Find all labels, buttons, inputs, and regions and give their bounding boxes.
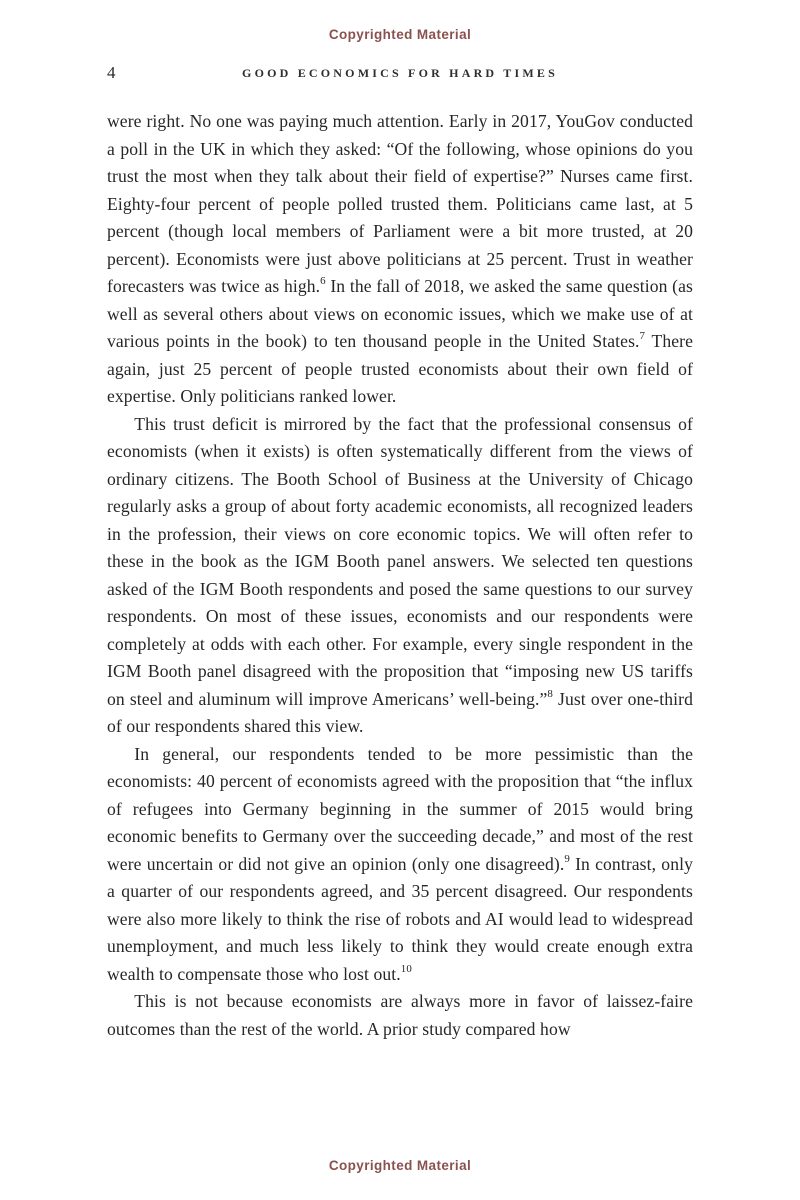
running-header: GOOD ECONOMICS FOR HARD TIMES	[242, 66, 558, 80]
page-body	[107, 108, 693, 1043]
page-header	[107, 63, 693, 85]
paragraph: were right. No one was paying much attention. Early in 2017, YouGov conducted a poll in the UK in which they asked: “Of the following, whose opinions do you trust the most when they talk about their field of expertise?” Nurses came first. Eighty-four percent of people polled trusted them. Politicians came last, at 5 percent (though local members of Parliament were a bit more trusted, at 20 percent). Economists were just above politicians at 25 percent. Trust in weather forecasters was twice as high.$^6$ In the fall of 2018, we asked the same question (as well as several others about views on economic issues, which we make use of at various points in the book) to ten thousand people in the United States.$^7$ There again, just 25 percent of people trusted economists about their own field of expertise. Only politicians ranked lower.	[107, 111, 693, 406]
paragraph: This trust deficit is mirrored by the fact that the professional consensus of economists (when it exists) is often systematically different from the views of ordinary citizens. The Booth School of Business at the University of Chicago regularly asks a group of about forty academic economists, all recognized leaders in the profession, their views on core economic topics. We will often refer to these in the book as the IGM Booth panel answers. We selected ten questions asked of the IGM Booth respondents and posed the same questions to our survey respondents. On most of these issues, economists and our respondents were completely at odds with each other. For example, every single respondent in the IGM Booth panel disagreed with the proposition that “imposing new US tariffs on steel and aluminum will improve Americans’ well-being.”$^8$ Just over one-third of our respondents shared this view.	[107, 413, 693, 736]
copyright-notice-top: Copyrighted Material	[328, 27, 472, 42]
page-number: 4	[107, 63, 116, 82]
footnote-ref: 10	[400, 962, 412, 975]
footnote-ref: 8	[547, 687, 553, 700]
footnote-ref: 7	[639, 330, 646, 343]
copyright-notice-bottom: Copyrighted Material	[328, 1158, 472, 1173]
paragraph: This is not because economists are always more in favor of laissez-faire outcomes than the rest of the world. A prior study compared how	[107, 991, 693, 1039]
footnote-ref: 9	[564, 852, 570, 865]
footnote-ref: 6	[320, 275, 326, 288]
paragraph: In general, our respondents tended to be more pessimistic than the economists: 40 percent of economists agreed with the proposition that “the influx of refugees into Germany beginning in the summer of 2015 would bring economic benefits to Germany over the succeeding decade,” and most of the rest were uncertain or did not give an opinion (only one disagreed).$^9$ In contrast, only a quarter of our respondents agreed, and 35 percent disagreed. Our respondents were also more likely to think the rise of robots and AI would lead to widespread unemployment, and much less likely to think they would create enough extra wealth to compensate those who lost out.$^{10}$	[107, 743, 693, 984]
